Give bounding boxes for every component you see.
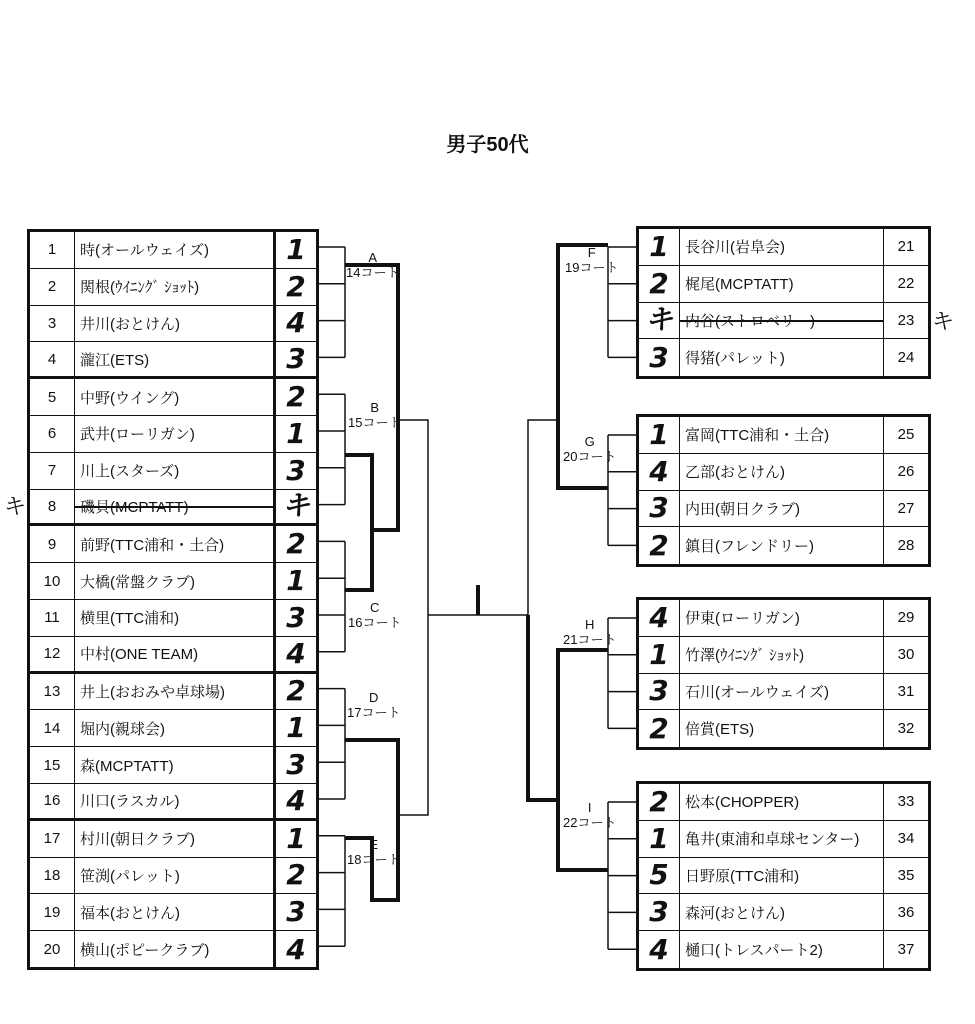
- group-label: [565, 245, 618, 275]
- left-entry-table: [27, 229, 319, 970]
- entry-number: 33: [883, 784, 928, 820]
- entry-number: 3: [30, 306, 75, 342]
- entry-name: 富岡(TTC浦和・土合): [685, 427, 830, 445]
- entry-number: 21: [883, 229, 928, 265]
- entry-row: [30, 637, 316, 674]
- entry-rank: 3: [273, 894, 316, 930]
- group-label: [563, 800, 616, 830]
- entry-rank: 1: [273, 710, 316, 746]
- entry-row: [30, 453, 316, 490]
- entry-rank: 1: [639, 417, 680, 453]
- entry-number: 25: [883, 417, 928, 453]
- entry-row: [30, 931, 316, 968]
- entry-rank: 2: [273, 526, 316, 562]
- entry-name: 時(オールウェイズ): [80, 242, 209, 260]
- entry-rank: 4: [639, 931, 680, 968]
- entry-number: 37: [883, 931, 928, 968]
- group-letter: C: [370, 600, 380, 615]
- group-letter: H: [585, 617, 595, 632]
- bracket-path: [398, 615, 428, 815]
- entry-row: [639, 637, 928, 674]
- court-number: 17コート: [347, 705, 401, 720]
- entry-rank: 2: [639, 784, 680, 820]
- entry-number: 10: [30, 563, 75, 599]
- entry-row: [639, 600, 928, 637]
- entry-row: [639, 527, 928, 564]
- entry-row: [639, 894, 928, 931]
- group-label: [347, 837, 400, 867]
- entry-number: 11: [30, 600, 75, 636]
- entry-number: 12: [30, 637, 75, 671]
- entry-name: 福本(おとけん): [80, 904, 180, 922]
- entry-row: [639, 454, 928, 491]
- entry-name: 井川(おとけん): [80, 315, 180, 333]
- entry-name: 乙部(おとけん): [685, 464, 785, 482]
- entry-number: 35: [883, 858, 928, 894]
- court-number: 21コート: [563, 632, 617, 647]
- entry-number: 26: [883, 454, 928, 490]
- entry-rank: 2: [639, 527, 680, 564]
- entry-number: 18: [30, 858, 75, 894]
- entry-rank: キ: [639, 303, 680, 339]
- bracket-path: [528, 420, 558, 615]
- entry-number: 32: [883, 710, 928, 747]
- court-number: 16コート: [348, 615, 402, 630]
- entry-row: [639, 303, 928, 340]
- entry-row: [30, 784, 316, 821]
- entry-name: 堀内(親球会): [80, 720, 165, 738]
- group-label: [348, 600, 401, 630]
- entry-number: 6: [30, 416, 75, 452]
- entry-name: 鎮目(フレンドリー): [685, 538, 815, 556]
- entry-number: 28: [883, 527, 928, 564]
- entry-rank: 1: [273, 821, 316, 857]
- entry-row: [639, 858, 928, 895]
- entry-rank: 2: [273, 674, 316, 710]
- entry-rank: 4: [273, 637, 316, 671]
- entry-row: [639, 229, 928, 266]
- entry-name: 森(MCPTATT): [80, 757, 174, 775]
- entry-rank: 4: [273, 931, 316, 968]
- entry-rank: 1: [639, 821, 680, 857]
- entry-row: [639, 931, 928, 968]
- entry-name: 関根(ｳｲﾆﾝｸﾞ ｼｮｯﾄ): [80, 279, 200, 297]
- entry-name: 倍賞(ETS): [685, 721, 755, 739]
- entry-name: 森河(おとけん): [685, 904, 785, 922]
- entry-name: 川口(ラスカル): [80, 793, 180, 811]
- group-letter: E: [369, 837, 379, 852]
- entry-number: 24: [883, 339, 928, 376]
- entry-rank: 4: [639, 600, 680, 636]
- entry-number: 15: [30, 747, 75, 783]
- entry-rank: 4: [273, 784, 316, 818]
- bracket-path: [528, 615, 558, 800]
- entry-row: [30, 306, 316, 343]
- entry-row: [30, 232, 316, 269]
- entry-number: 23: [883, 303, 928, 339]
- entry-rank: キ: [273, 490, 316, 524]
- entry-number: 22: [883, 266, 928, 302]
- entry-rank: 2: [273, 379, 316, 415]
- entry-row: [30, 526, 316, 563]
- entry-rank: 3: [273, 600, 316, 636]
- right-group-table-2: [636, 414, 931, 567]
- entry-number: 17: [30, 821, 75, 857]
- court-number: 18コート: [347, 852, 401, 867]
- entry-name: 亀井(東浦和卓球センター): [685, 831, 860, 849]
- bracket-path: [345, 265, 398, 420]
- entry-rank: 3: [639, 339, 680, 376]
- bracket-path: [345, 530, 372, 590]
- group-letter: I: [587, 800, 592, 815]
- entry-name: 中村(ONE TEAM): [80, 646, 199, 664]
- entry-rank: 1: [273, 563, 316, 599]
- entry-row: [30, 600, 316, 637]
- withdraw-mark-right: キ: [932, 310, 955, 335]
- entry-number: 9: [30, 526, 75, 562]
- entry-name: 松本(CHOPPER): [685, 794, 800, 812]
- entry-row: [639, 266, 928, 303]
- page-title: 男子50代: [446, 134, 529, 156]
- entry-number: 7: [30, 453, 75, 489]
- entry-row: [30, 342, 316, 379]
- entry-name: 横山(ポピークラブ): [80, 942, 210, 960]
- group-label: [347, 690, 400, 720]
- group-label: [563, 434, 616, 464]
- entry-number: 31: [883, 674, 928, 710]
- group-label: [348, 400, 401, 430]
- entry-number: 34: [883, 821, 928, 857]
- entry-rank: 4: [639, 454, 680, 490]
- entry-row: [30, 710, 316, 747]
- entry-row: [30, 490, 316, 527]
- right-group-table-4: [636, 781, 931, 971]
- entry-number: 8: [30, 490, 75, 524]
- entry-row: [639, 674, 928, 711]
- group-label: [563, 617, 616, 647]
- entry-number: 36: [883, 894, 928, 930]
- entry-rank: 2: [273, 269, 316, 305]
- entry-rank: 5: [639, 858, 680, 894]
- entry-rank: 3: [639, 674, 680, 710]
- entry-number: 1: [30, 232, 75, 268]
- entry-rank: 2: [639, 266, 680, 302]
- withdraw-mark-left: キ: [4, 495, 27, 520]
- bracket-path: [345, 420, 398, 530]
- entry-rank: 1: [273, 232, 316, 268]
- entry-name: 内田(朝日クラブ): [685, 500, 800, 518]
- entry-rank: 1: [273, 416, 316, 452]
- entry-rank: 2: [273, 858, 316, 894]
- entry-name: 石川(オールウェイズ): [685, 683, 829, 701]
- entry-name: 井上(おおみや卓球場): [80, 683, 225, 701]
- bracket-path: [345, 740, 398, 815]
- bracket-path: [558, 650, 608, 800]
- entry-row: [30, 747, 316, 784]
- group-label: [346, 250, 399, 280]
- entry-number: 29: [883, 600, 928, 636]
- entry-name: 樋口(トレスパート2): [685, 942, 823, 960]
- entry-number: 4: [30, 342, 75, 376]
- entry-row: [639, 710, 928, 747]
- group-letter: G: [584, 434, 595, 449]
- entry-number: 2: [30, 269, 75, 305]
- court-number: 14コート: [346, 265, 400, 280]
- group-letter: F: [587, 245, 596, 260]
- entry-name: 笹渕(パレット): [80, 867, 180, 885]
- entry-name: 川上(スターズ): [80, 463, 180, 481]
- entry-name: 梶尾(MCPTATT): [685, 276, 794, 294]
- entry-name: 村川(朝日クラブ): [80, 831, 195, 849]
- entry-rank: 3: [639, 894, 680, 930]
- entry-row: [30, 894, 316, 931]
- entry-rank: 1: [639, 229, 680, 265]
- entry-rank: 3: [273, 342, 316, 376]
- entry-rank: 3: [273, 453, 316, 489]
- entry-number: 14: [30, 710, 75, 746]
- entry-number: 5: [30, 379, 75, 415]
- entry-name: 瀧江(ETS): [80, 351, 150, 369]
- entry-name: 武井(ローリガン): [80, 426, 195, 444]
- entry-name: 横里(TTC浦和): [80, 610, 180, 628]
- entry-number: 27: [883, 491, 928, 527]
- entry-number: 13: [30, 674, 75, 710]
- entry-name: 長谷川(岩阜会): [685, 239, 785, 257]
- entry-number: 19: [30, 894, 75, 930]
- entry-rank: 4: [273, 306, 316, 342]
- right-group-table-3: [636, 597, 931, 750]
- group-letter: B: [370, 400, 380, 415]
- entry-row: [639, 491, 928, 528]
- court-number: 22コート: [563, 815, 617, 830]
- entry-name: 竹澤(ｳｲﾆﾝｸﾞ ｼｮｯﾄ): [685, 647, 805, 665]
- entry-row: [30, 563, 316, 600]
- court-number: 19コート: [565, 260, 619, 275]
- entry-name: 磯貝(MCPTATT): [75, 496, 273, 517]
- entry-rank: 2: [639, 710, 680, 747]
- group-letter: D: [369, 690, 379, 705]
- entry-number: 30: [883, 637, 928, 673]
- right-group-table-1: [636, 226, 931, 379]
- entry-row: [639, 784, 928, 821]
- entry-number: 20: [30, 931, 75, 968]
- court-number: 20コート: [563, 449, 617, 464]
- bracket-path: [398, 420, 428, 615]
- entry-row: [639, 821, 928, 858]
- group-letter: A: [368, 250, 378, 265]
- entry-rank: 3: [639, 491, 680, 527]
- entry-row: [30, 821, 316, 858]
- entry-name: 伊東(ローリガン): [685, 610, 800, 628]
- entry-row: [639, 339, 928, 376]
- entry-name: 大橋(常盤クラブ): [80, 573, 195, 591]
- entry-name: 中野(ウイング): [80, 389, 180, 407]
- entry-number: 16: [30, 784, 75, 818]
- entry-name: 得猪(パレット): [685, 350, 785, 368]
- entry-name: 内谷(ストロベリー): [680, 310, 883, 331]
- entry-rank: 3: [273, 747, 316, 783]
- entry-row: [30, 269, 316, 306]
- entry-name: 日野原(TTC浦和): [685, 867, 800, 885]
- entry-rank: 1: [639, 637, 680, 673]
- entry-row: [30, 379, 316, 416]
- entry-row: [30, 674, 316, 711]
- entry-row: [639, 417, 928, 454]
- entry-name: 前野(TTC浦和・土合): [80, 536, 225, 554]
- entry-row: [30, 416, 316, 453]
- entry-row: [30, 858, 316, 895]
- court-number: 15コート: [348, 415, 402, 430]
